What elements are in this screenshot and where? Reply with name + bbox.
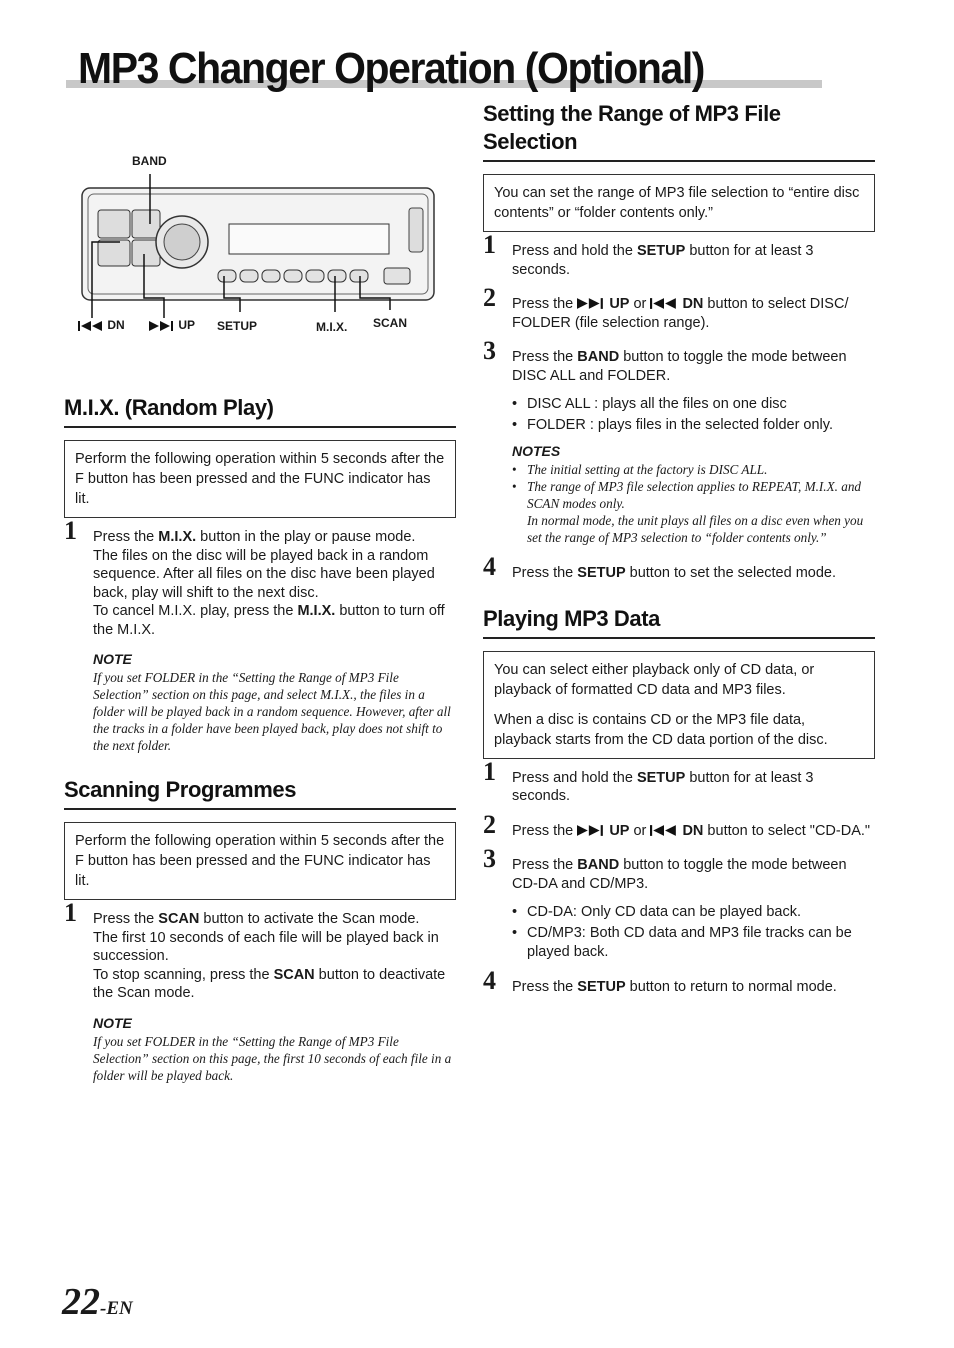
- step-number: 1: [64, 898, 77, 927]
- skip-back-icon: [650, 298, 678, 309]
- step-text: Press the: [512, 857, 578, 873]
- play-section: [483, 605, 875, 997]
- step-text: Press the: [512, 822, 578, 839]
- step-text: button to toggle the mode between CD-DA and CD/MP3.: [512, 857, 847, 892]
- step-text: button to activate the Scan mode.: [199, 911, 420, 927]
- play-step-3: [483, 844, 875, 893]
- mix-info-box: [64, 440, 456, 518]
- note-title: NOTE: [93, 1014, 132, 1031]
- step-text: button in the play or pause mode.: [196, 529, 416, 545]
- skip-forward-icon: [149, 321, 175, 331]
- note-text: If you set FOLDER in the “Setting the Range of MP3 File Selection” section on this page, and select M.I.X., the files in a folder will be played back in a random sequence. However, after all the tracks in a folder have been played back, play does not shift to the next folder.: [93, 670, 451, 753]
- play-step-2: [483, 809, 875, 841]
- mix-note: [93, 651, 456, 754]
- scan-note: [93, 1015, 456, 1084]
- list-item: • CD/MP3: Both CD data and MP3 file tracks can be played back.: [512, 924, 875, 962]
- step-number: 3: [483, 844, 496, 873]
- step-number: 2: [483, 809, 496, 839]
- up-label-group: [149, 318, 195, 332]
- dn-label-group: [78, 318, 125, 332]
- step-text: button for at least 3 seconds.: [512, 243, 814, 278]
- mix-info-text: Perform the following operation within 5 seconds after the F button has been pressed and the FUNC indicator has lit.: [75, 451, 445, 507]
- mix-step-1: [64, 516, 456, 639]
- setup-button-ref: SETUP: [577, 979, 626, 995]
- range-heading: Setting the Range of MP3 File Selection: [483, 100, 875, 162]
- play-step-4: [483, 966, 875, 997]
- skip-back-icon: [78, 321, 104, 331]
- step-number: 2: [483, 283, 496, 312]
- dn-label: DN: [107, 318, 125, 332]
- step-number: 4: [483, 552, 496, 581]
- page-language-suffix: -EN: [100, 1298, 133, 1319]
- note-item: [512, 478, 875, 546]
- page-number: [62, 1280, 133, 1324]
- step-text: Press the: [512, 565, 578, 581]
- step-text: Press the: [93, 529, 159, 545]
- play-info-box: [483, 651, 875, 759]
- band-button-ref: BAND: [577, 349, 620, 365]
- range-info-text: You can set the range of MP3 file selection to “entire disc contents” or “folder contents only.”: [494, 185, 860, 221]
- step-text: button to toggle the mode between DISC ALL and FOLDER.: [512, 349, 847, 384]
- step-number: 3: [483, 336, 496, 365]
- up-button-ref: UP: [609, 822, 630, 839]
- step-text: The files on the disc will be played back in a random sequence. After all files on the disc have been played back, play will shift to the next disc.: [93, 547, 435, 601]
- dn-button-ref: DN: [682, 296, 704, 312]
- range-section: [483, 100, 875, 583]
- mix-heading: M.I.X. (Random Play): [64, 394, 456, 428]
- step-number: 1: [483, 230, 496, 259]
- skip-forward-icon: [577, 298, 605, 309]
- range-step-1: [483, 230, 875, 279]
- skip-forward-icon: [577, 825, 605, 836]
- step-text: button to turn off the M.I.X.: [93, 603, 445, 638]
- list-item: • DISC ALL : plays all the files on one disc: [512, 395, 875, 414]
- play-info-text: You can select either playback only of CD data, or playback of formatted CD data and MP3 files.: [494, 661, 815, 698]
- step-text: Press and hold the: [512, 769, 637, 786]
- step-number: 1: [483, 756, 496, 786]
- step-text: button for at least 3 seconds.: [512, 769, 814, 804]
- range-notes: [512, 443, 875, 546]
- range-step-4: [483, 552, 875, 583]
- scan-info-text: Perform the following operation within 5 seconds after the F button has been pressed and the FUNC indicator has lit.: [75, 833, 445, 889]
- range-info-box: [483, 174, 875, 232]
- step-text: To stop scanning, press the: [93, 966, 274, 983]
- mix-button-ref: M.I.X.: [158, 529, 197, 545]
- step-text: To cancel M.I.X. play, press the: [93, 603, 298, 619]
- scan-button-ref: SCAN: [273, 966, 315, 983]
- play-heading: Playing MP3 Data: [483, 605, 875, 639]
- setup-button-ref: SETUP: [636, 769, 686, 786]
- note-title: NOTE: [93, 651, 132, 667]
- step-text: or: [629, 822, 651, 839]
- up-button-ref: UP: [609, 296, 630, 312]
- scan-label: SCAN: [373, 316, 408, 330]
- dn-button-ref: DN: [682, 822, 704, 839]
- step-text: or: [629, 296, 651, 312]
- band-label: BAND: [132, 154, 167, 168]
- play-mode-list: [512, 903, 875, 962]
- page-number-value: 22: [62, 1281, 100, 1323]
- notes-title: NOTES: [512, 443, 561, 459]
- page-title: MP3 Changer Operation (Optional): [78, 44, 705, 93]
- play-info-text: When a disc is contains CD or the MP3 file data, playback starts from the CD data portion of the disc.: [494, 711, 828, 748]
- range-mode-list: [512, 395, 875, 435]
- scan-heading: Scanning Programmes: [64, 776, 456, 810]
- step-text: button to return to normal mode.: [625, 979, 837, 995]
- note-item: • The initial setting at the factory is DISC ALL.: [512, 461, 875, 478]
- step-text: button to select DISC/ FOLDER (file selection range).: [512, 296, 849, 331]
- range-step-3: [483, 336, 875, 385]
- head-unit-illustration: [64, 150, 456, 340]
- step-text: Press the: [512, 979, 578, 995]
- up-label: UP: [178, 318, 196, 332]
- step-text: button to select "CD-DA.": [703, 822, 871, 839]
- note-text: If you set FOLDER in the “Setting the Range of MP3 File Selection” section on this page, the first 10 seconds of each file in a folder will be played back.: [93, 1033, 452, 1083]
- step-number: 4: [483, 966, 496, 995]
- mix-label: M.I.X.: [316, 320, 348, 334]
- head-unit-diagram: [64, 150, 456, 340]
- left-column: [64, 150, 456, 1084]
- mix-button-ref: M.I.X.: [297, 603, 336, 619]
- step-text: Press the: [512, 349, 578, 365]
- list-item: • FOLDER : plays files in the selected folder only.: [512, 416, 875, 435]
- list-item: • CD-DA: Only CD data can be played back.: [512, 903, 875, 922]
- skip-back-icon: [650, 825, 678, 836]
- step-number: 1: [64, 516, 77, 545]
- scan-button-ref: SCAN: [158, 911, 200, 927]
- setup-label: SETUP: [217, 319, 258, 333]
- step-text: Press the: [512, 296, 578, 312]
- range-step-2: [483, 283, 875, 332]
- mix-section: [64, 394, 456, 754]
- note-text: The range of MP3 file selection applies to REPEAT, M.I.X. and SCAN modes only.: [527, 479, 862, 511]
- right-column: [483, 100, 875, 997]
- band-button-ref: BAND: [577, 857, 620, 873]
- play-step-1: [483, 756, 875, 806]
- step-text: button to deactivate the Scan mode.: [93, 966, 446, 1001]
- scan-section: [64, 776, 456, 1084]
- scan-info-box: [64, 822, 456, 900]
- step-text: The first 10 seconds of each file will be played back in succession.: [93, 929, 439, 964]
- step-text: Press and hold the: [512, 243, 637, 259]
- step-text: button to set the selected mode.: [625, 565, 837, 581]
- setup-button-ref: SETUP: [636, 243, 686, 259]
- note-text: In normal mode, the unit plays all files on a disc even when you set the range of MP3 selection to “folder contents only.”: [527, 513, 864, 545]
- scan-step-1: [64, 898, 456, 1003]
- step-text: Press the: [93, 911, 159, 927]
- setup-button-ref: SETUP: [577, 565, 626, 581]
